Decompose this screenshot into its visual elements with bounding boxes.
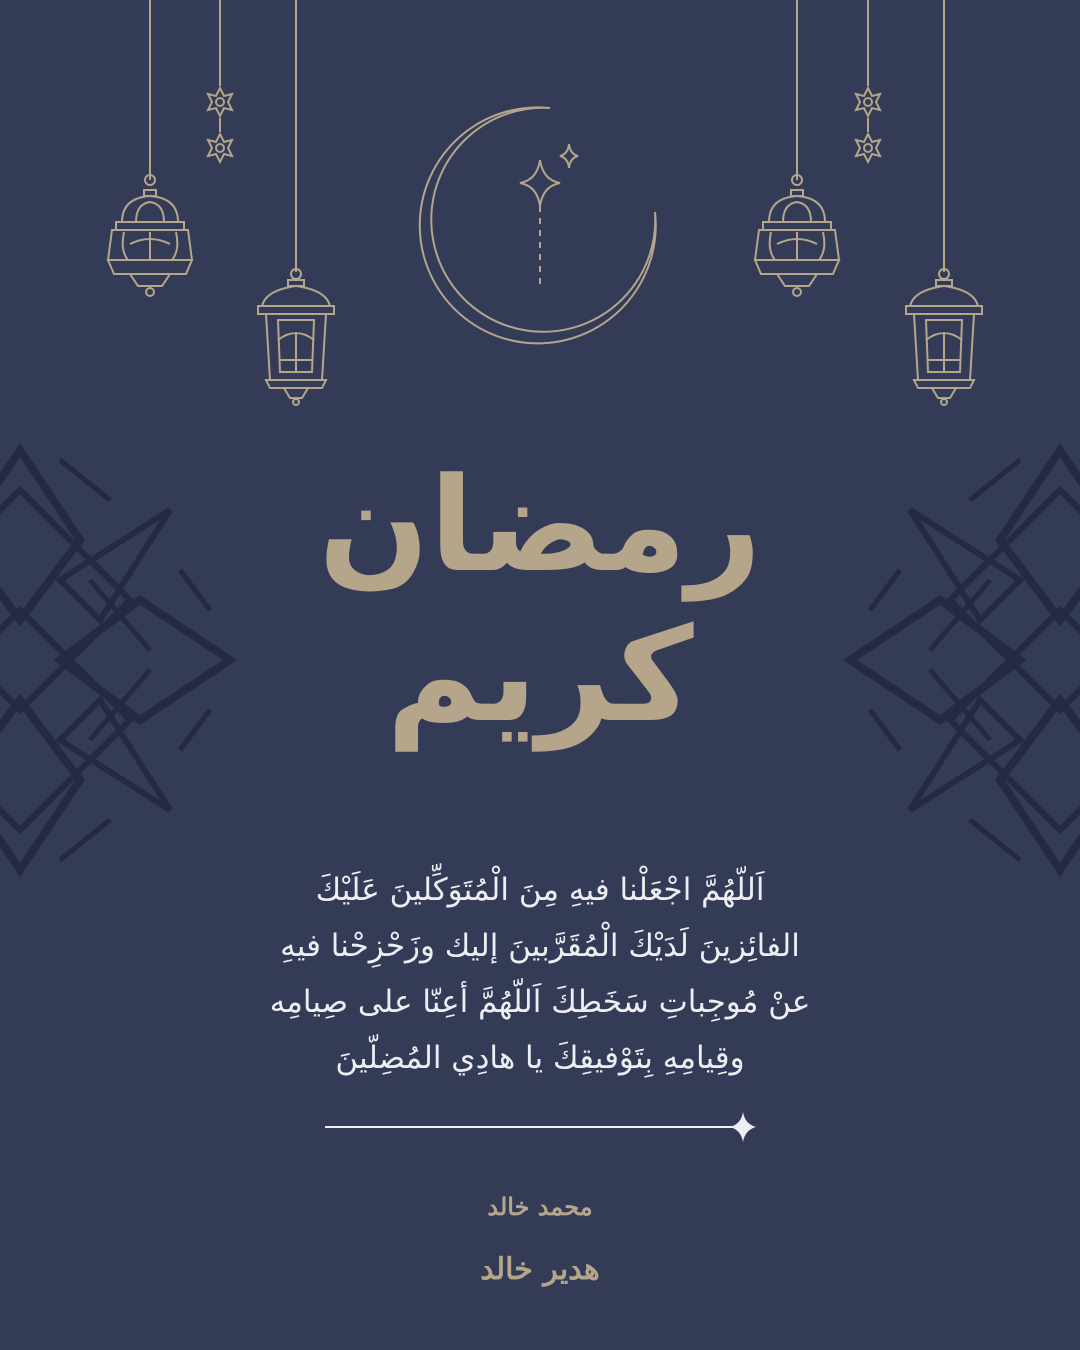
lantern-icon-right-tall [906,269,982,405]
dua-line-1: اَللّهُمَّ اجْعَلْنا فيهِ مِنَ الْمُتَوَكِّلينَ عَلَيْكَ [315,872,765,908]
sparkle-divider-icon [325,1112,756,1142]
lantern-icon-left-dome [108,175,192,296]
star-icon-right-1 [856,88,880,116]
lantern-icon-right-dome [755,175,839,296]
moon-star-icon [520,144,578,290]
lantern-icon-left-tall [258,269,334,405]
star-icon-right-2 [856,134,880,162]
title-line-ramadan: رمضان [318,449,762,601]
ramadan-kareem-title [0,440,1080,760]
dua-paragraph [150,862,930,1086]
star-icon-left-2 [208,134,232,162]
crescent-moon-icon [420,107,656,343]
signature-name-1: محمد خالد [487,1192,593,1221]
dua-line-3: عنْ مُوجِباتِ سَخَطِكَ اَللّهُمَّ أعِنّا على صِيامِه [269,984,811,1020]
title-line-kareem: كريم [386,599,694,751]
signature-name-2: هدير خالد [480,1252,600,1287]
dua-line-4: وقِيامِهِ بِتَوْفيقِكَ يا هادِي المُضِلّينَ [335,1040,745,1076]
dua-line-2: الفائِزينَ لَدَيْكَ الْمُقَرَّبينَ إليك وزَحْزِحْنا فيهِ [280,928,800,964]
hanging-strings [150,0,944,272]
star-icon-left-1 [208,88,232,116]
